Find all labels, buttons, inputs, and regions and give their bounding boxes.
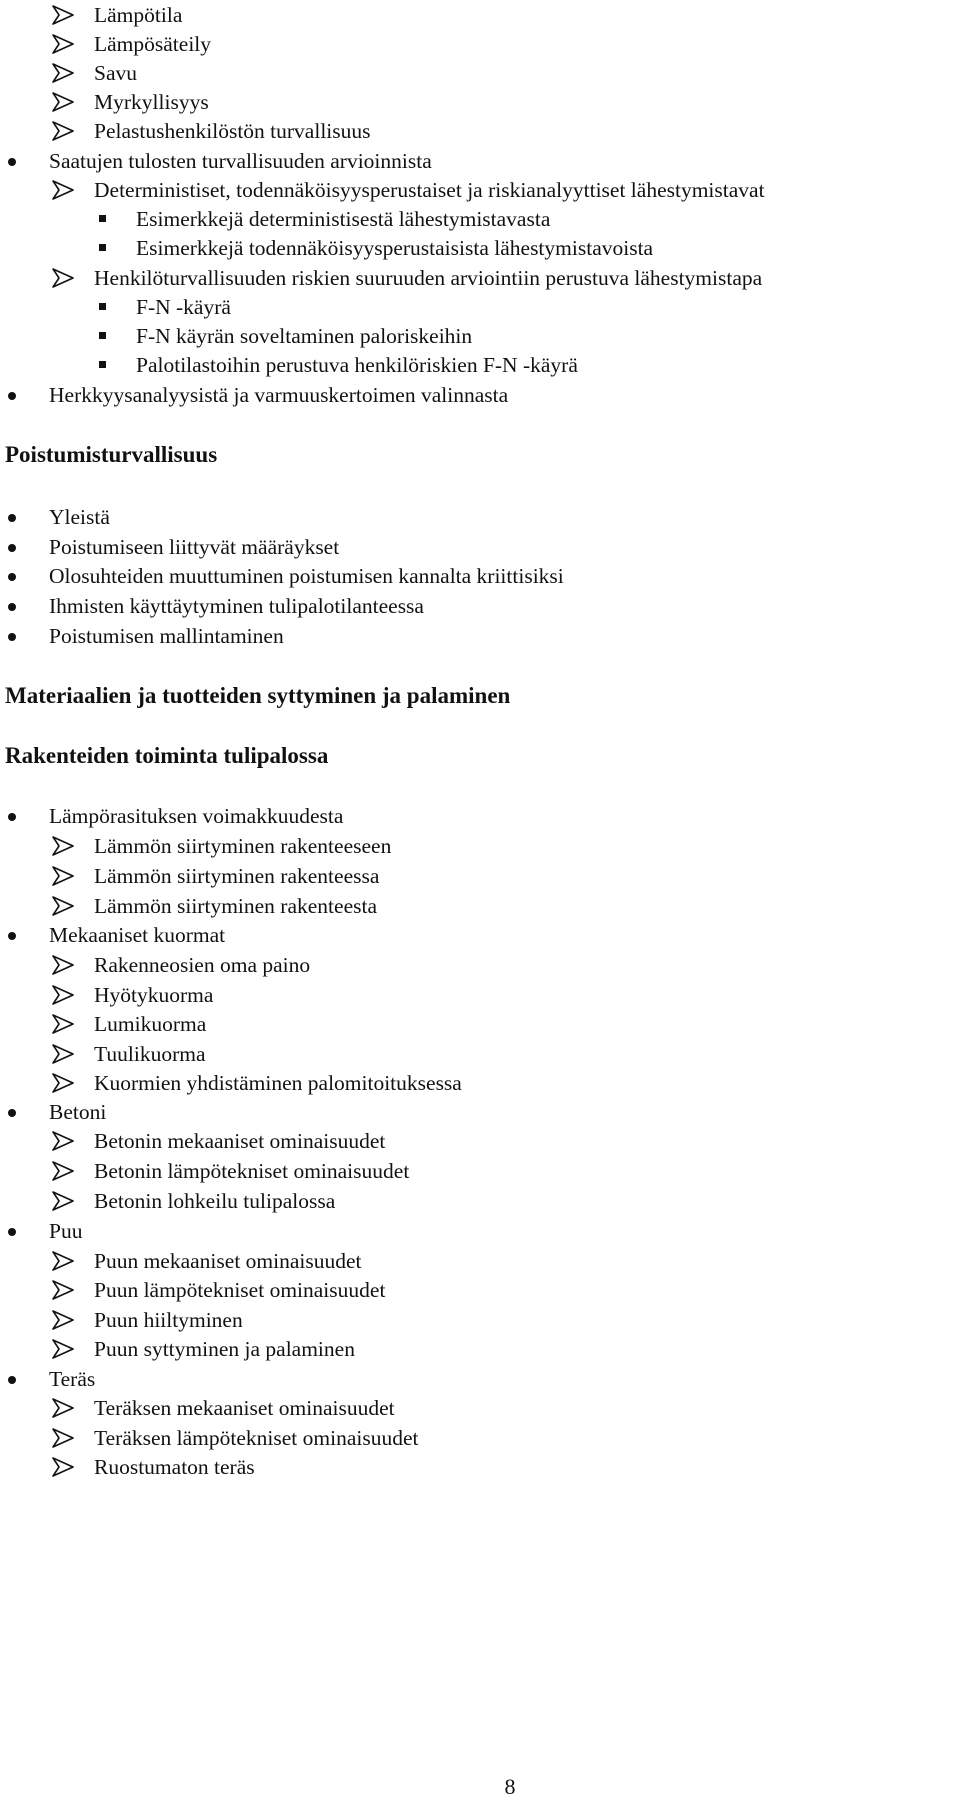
- arrowhead-bullet-icon: [52, 175, 76, 205]
- list-item-text: Poistumisen mallintaminen: [49, 624, 284, 648]
- arrowhead-bullet-icon: [52, 1039, 76, 1069]
- list-item-text: Betoni: [49, 1100, 107, 1124]
- square-bullet-icon: [93, 350, 117, 380]
- list-item-text: Betonin mekaaniset ominaisuudet: [94, 1129, 386, 1153]
- list-item-text: Lumikuorma: [94, 1012, 207, 1036]
- list-item-text: Lämmön siirtyminen rakenteeseen: [94, 834, 392, 858]
- arrowhead-bullet-icon: [52, 950, 76, 980]
- arrowhead-bullet-icon: [52, 87, 76, 117]
- list-item-text: Myrkyllisyys: [94, 90, 209, 114]
- arrowhead-bullet-icon: [52, 1305, 76, 1335]
- list-item-text: Lämmön siirtyminen rakenteesta: [94, 894, 377, 918]
- bullet-icon: [2, 532, 26, 562]
- section-heading-text: Poistumisturvallisuus: [5, 442, 218, 467]
- list-item-text: Henkilöturvallisuuden riskien suuruuden arviointiin perustuva lähestymistapa: [94, 266, 763, 290]
- list-item-text: Lämpörasituksen voimakkuudesta: [49, 804, 344, 828]
- arrowhead-bullet-icon: [52, 1275, 76, 1305]
- arrowhead-bullet-icon: [52, 116, 76, 146]
- arrowhead-bullet-icon: [52, 1126, 76, 1156]
- page-number: 8: [504, 1774, 516, 1799]
- square-bullet-icon: [93, 321, 117, 351]
- list-item-text: Betonin lohkeilu tulipalossa: [94, 1189, 336, 1213]
- arrowhead-bullet-icon: [52, 1009, 76, 1039]
- list-item-text: Puun lämpötekniset ominaisuudet: [94, 1278, 386, 1302]
- bullet-icon: [2, 801, 26, 831]
- list-item-text: F-N -käyrä: [136, 295, 231, 319]
- list-item-text: Saatujen tulosten turvallisuuden arvioinnista: [49, 149, 432, 173]
- arrowhead-bullet-icon: [52, 1423, 76, 1453]
- arrowhead-bullet-icon: [52, 980, 76, 1010]
- list-item-text: Tuulikuorma: [94, 1042, 206, 1066]
- arrowhead-bullet-icon: [52, 1186, 76, 1216]
- arrowhead-bullet-icon: [52, 1246, 76, 1276]
- arrowhead-bullet-icon: [52, 1393, 76, 1423]
- list-item-text: Ruostumaton teräs: [94, 1455, 255, 1479]
- list-item-text: Kuormien yhdistäminen palomitoituksessa: [94, 1071, 462, 1095]
- bullet-icon: [2, 1097, 26, 1127]
- arrowhead-bullet-icon: [52, 29, 76, 59]
- list-item-text: Rakenneosien oma paino: [94, 953, 311, 977]
- bullet-icon: [2, 1216, 26, 1246]
- list-item-text: Teräksen mekaaniset ominaisuudet: [94, 1396, 395, 1420]
- section-heading-text: Rakenteiden toiminta tulipalossa: [5, 743, 329, 768]
- arrowhead-bullet-icon: [52, 1452, 76, 1482]
- list-item-text: Ihmisten käyttäytyminen tulipalotilanteessa: [49, 594, 424, 618]
- bullet-icon: [2, 920, 26, 950]
- list-item-text: Puun hiiltyminen: [94, 1308, 243, 1332]
- arrowhead-bullet-icon: [52, 1334, 76, 1364]
- arrowhead-bullet-icon: [52, 0, 76, 30]
- list-item-text: Savu: [94, 61, 137, 85]
- arrowhead-bullet-icon: [52, 831, 76, 861]
- list-item-text: Lämpösäteily: [94, 32, 212, 56]
- bullet-icon: [2, 380, 26, 410]
- square-bullet-icon: [93, 204, 117, 234]
- list-item-text: Esimerkkejä deterministisestä lähestymistavasta: [136, 207, 551, 231]
- bullet-icon: [2, 1364, 26, 1394]
- list-item-text: Puun syttyminen ja palaminen: [94, 1337, 355, 1361]
- bullet-icon: [2, 561, 26, 591]
- list-item-text: Olosuhteiden muuttuminen poistumisen kannalta kriittisiksi: [49, 564, 564, 588]
- square-bullet-icon: [93, 233, 117, 263]
- list-item-text: Teräksen lämpötekniset ominaisuudet: [94, 1426, 419, 1450]
- list-item-text: Palotilastoihin perustuva henkilöriskien F-N -käyrä: [136, 353, 578, 377]
- list-item-text: Pelastushenkilöstön turvallisuus: [94, 119, 371, 143]
- bullet-icon: [2, 146, 26, 176]
- bullet-icon: [2, 591, 26, 621]
- list-item-text: Esimerkkejä todennäköisyysperustaisista lähestymistavoista: [136, 236, 654, 260]
- list-item-text: F-N käyrän soveltaminen paloriskeihin: [136, 324, 473, 348]
- list-item-text: Lämpötila: [94, 3, 183, 27]
- square-bullet-icon: [93, 292, 117, 322]
- arrowhead-bullet-icon: [52, 891, 76, 921]
- list-item-text: Puu: [49, 1219, 83, 1243]
- arrowhead-bullet-icon: [52, 58, 76, 88]
- list-item-text: Herkkyysanalyysistä ja varmuuskertoimen valinnasta: [49, 383, 509, 407]
- list-item-text: Lämmön siirtyminen rakenteessa: [94, 864, 380, 888]
- list-item-text: Yleistä: [49, 505, 110, 529]
- arrowhead-bullet-icon: [52, 263, 76, 293]
- list-item-text: Puun mekaaniset ominaisuudet: [94, 1249, 362, 1273]
- arrowhead-bullet-icon: [52, 1156, 76, 1186]
- section-heading-text: Materiaalien ja tuotteiden syttyminen ja palaminen: [5, 683, 511, 708]
- list-item-text: Betonin lämpötekniset ominaisuudet: [94, 1159, 410, 1183]
- arrowhead-bullet-icon: [52, 861, 76, 891]
- list-item-text: Hyötykuorma: [94, 983, 214, 1007]
- list-item-text: Teräs: [49, 1367, 96, 1391]
- list-item-text: Poistumiseen liittyvät määräykset: [49, 535, 340, 559]
- arrowhead-bullet-icon: [52, 1068, 76, 1098]
- bullet-icon: [2, 621, 26, 651]
- list-item-text: Mekaaniset kuormat: [49, 923, 226, 947]
- list-item-text: Deterministiset, todennäköisyysperustaiset ja riskianalyyttiset lähestymistavat: [94, 178, 765, 202]
- bullet-icon: [2, 502, 26, 532]
